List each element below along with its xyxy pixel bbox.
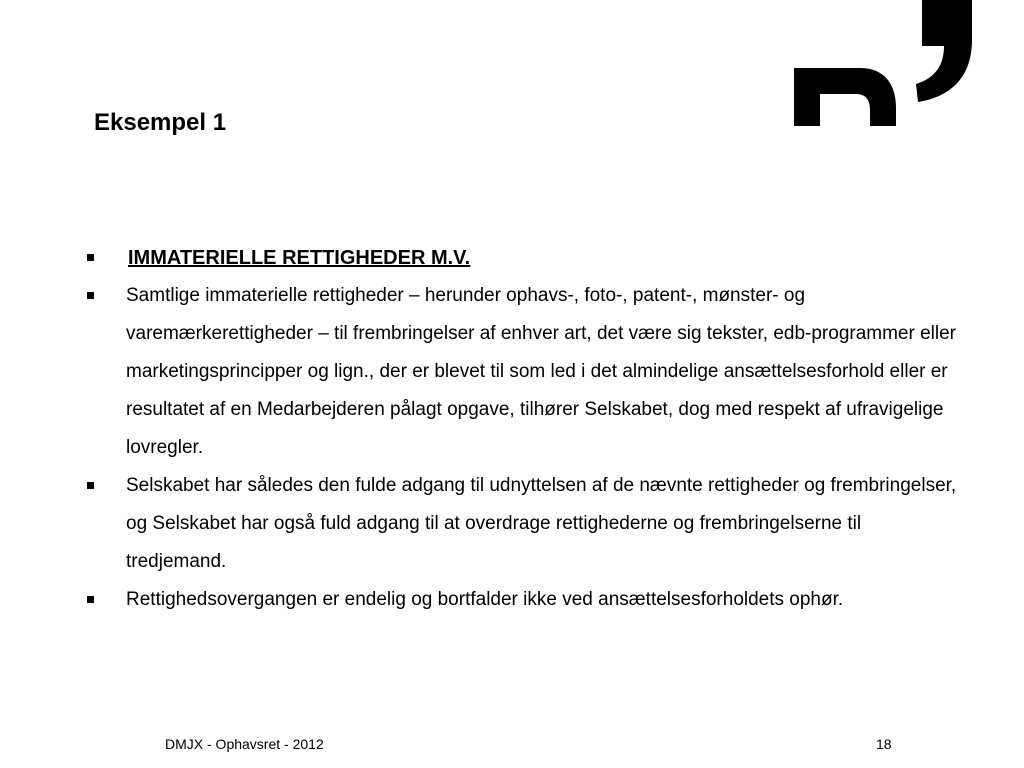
- bullet-text: Rettighedsovergangen er endelig og bortfalder ikke ved ansættelsesforholdets ophør.: [126, 589, 844, 610]
- bullet-text: Selskabet har således den fulde adgang til udnyttelsen af de nævnte rettigheder og frembringelser, og Selskabet har også fuld adgang til at overdrage rettighederne og frembringelserne til tredjemand.: [126, 475, 957, 572]
- bullet-list: [0, 239, 1024, 619]
- square-bullet-icon: [87, 254, 94, 261]
- dmjx-logo-icon: [790, 0, 980, 130]
- bullet-item: [0, 277, 1024, 467]
- square-bullet-icon: [87, 482, 94, 489]
- bullet-item: [0, 581, 1024, 619]
- bullet-text: Samtlige immaterielle rettigheder – herunder ophavs-, foto-, patent-, mønster- og varemærkerettigheder – til frembringelser af enhver art, det være sig tekster, edb-programmer eller marketingsprincipper og lign., der er blevet til som led i det almindelige ansættelsesforhold eller er resultatet af en Medarbejderen pålagt opgave, tilhører Selskabet, dog med respekt af ufravigelige lovregler.: [126, 285, 957, 458]
- footer-page-number: 18: [876, 736, 892, 752]
- slide-title: Eksempel 1: [94, 109, 227, 136]
- square-bullet-icon: [87, 292, 94, 299]
- square-bullet-icon: [87, 596, 94, 603]
- bullet-item: [0, 467, 1024, 581]
- footer-source: DMJX - Ophavsret - 2012: [165, 736, 324, 752]
- bullet-text: IMMATERIELLE RETTIGHEDER M.V.: [128, 247, 471, 269]
- bullet-item-heading: [0, 239, 1024, 277]
